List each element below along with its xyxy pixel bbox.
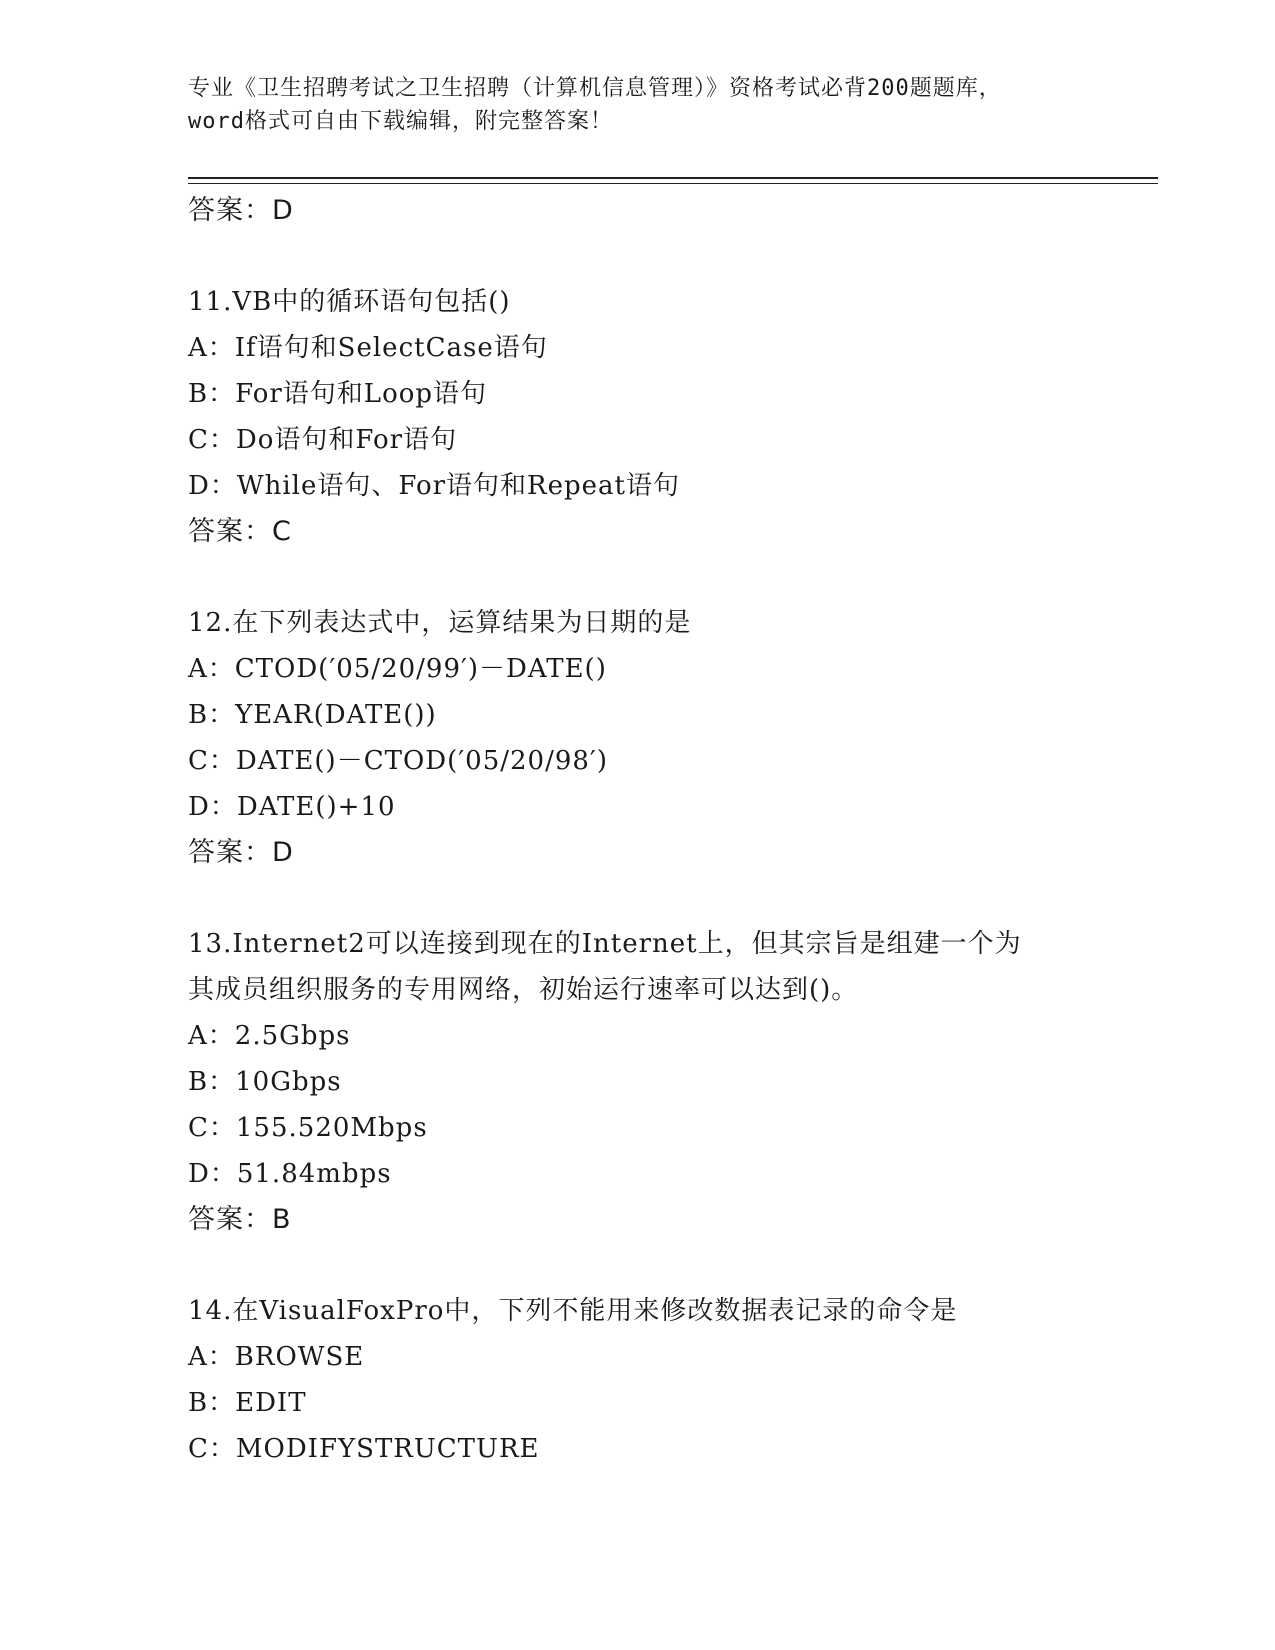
- option-a: A：2.5Gbps: [188, 1021, 351, 1051]
- option-c: C：DATE()－CTOD(′05/20/98′): [188, 746, 608, 776]
- option-a: A：If语句和SelectCase语句: [188, 333, 548, 363]
- option-c: C：MODIFYSTRUCTURE: [188, 1434, 540, 1464]
- header-divider-thick: [188, 177, 1158, 179]
- question-13: [188, 921, 1088, 1243]
- option-a: A：BROWSE: [188, 1342, 365, 1372]
- option-d: D：51.84mbps: [188, 1159, 392, 1189]
- header-line-1: 专业《卫生招聘考试之卫生招聘（计算机信息管理）》资格考试必背200题题库，: [188, 76, 1002, 101]
- question-list: [188, 188, 1088, 1472]
- question-11: [188, 279, 1088, 555]
- option-b: B：YEAR(DATE()): [188, 700, 437, 730]
- option-b: B：EDIT: [188, 1388, 307, 1418]
- answer-line: 答案：D: [188, 195, 294, 226]
- question-stem-line-1: 13.Internet2可以连接到现在的Internet上，但其宗旨是组建一个为: [188, 929, 1022, 959]
- option-c: C：155.520Mbps: [188, 1113, 428, 1143]
- header-divider-thin: [188, 183, 1158, 184]
- option-b: B：10Gbps: [188, 1067, 342, 1097]
- question-14: [188, 1288, 1088, 1472]
- document-header: [188, 72, 1088, 138]
- option-c: C：Do语句和For语句: [188, 425, 458, 455]
- option-d: D：While语句、For语句和Repeat语句: [188, 471, 680, 501]
- answer-line: 答案：D: [188, 837, 294, 868]
- option-d: D：DATE()+10: [188, 792, 396, 822]
- answer-line: 答案：C: [188, 516, 292, 547]
- question-stem: 14.在VisualFoxPro中，下列不能用来修改数据表记录的命令是: [188, 1296, 958, 1326]
- header-line-2: word格式可自由下载编辑，附完整答案！: [188, 109, 613, 134]
- option-a: A：CTOD(′05/20/99′)－DATE(): [188, 654, 607, 684]
- question-stem: 12.在下列表达式中，运算结果为日期的是: [188, 608, 692, 638]
- option-b: B：For语句和Loop语句: [188, 379, 488, 409]
- question-12: [188, 600, 1088, 876]
- answer-line: 答案：B: [188, 1204, 292, 1235]
- question-stem: 11.VB中的循环语句包括(): [188, 287, 511, 317]
- question-stem-line-2: 其成员组织服务的专用网络，初始运行速率可以达到()。: [188, 975, 859, 1005]
